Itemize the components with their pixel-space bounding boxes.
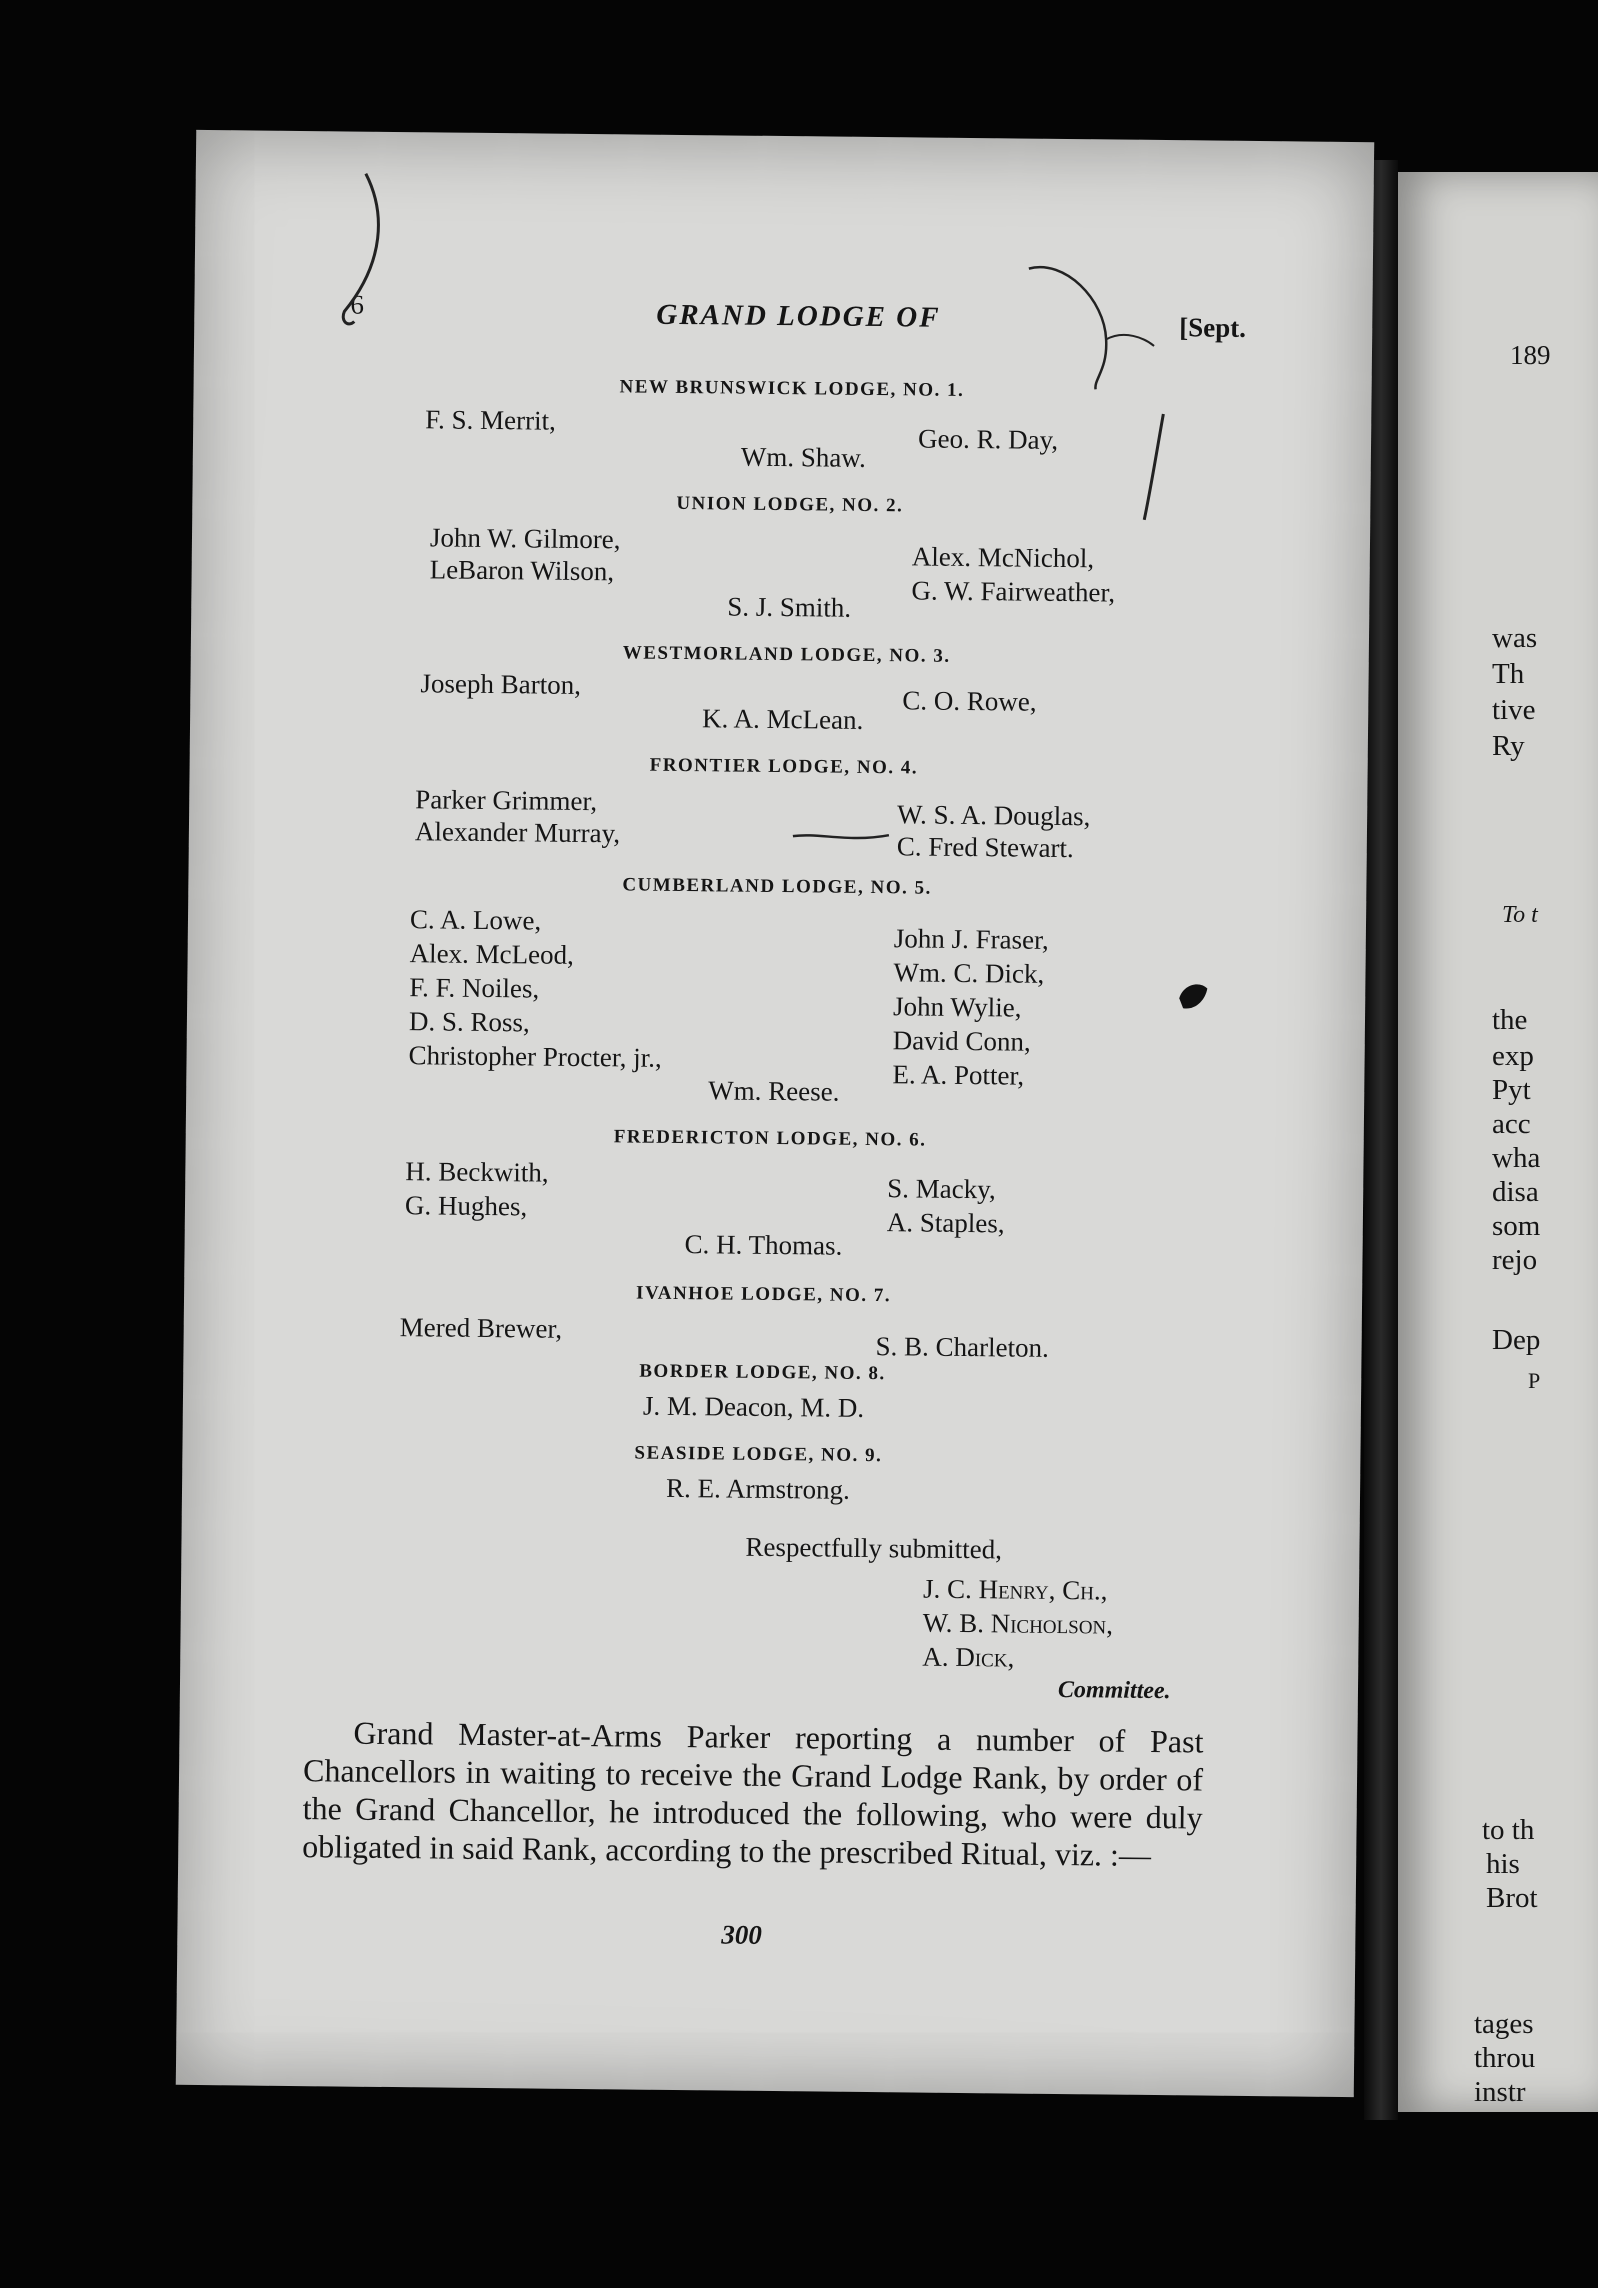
facing-line: rejo: [1492, 1244, 1538, 1276]
member-name: John W. Gilmore,: [429, 522, 621, 555]
member-name: D. S. Ross,: [408, 1006, 530, 1038]
member-name: G. Hughes,: [404, 1190, 528, 1222]
member-name: C. O. Rowe,: [902, 685, 1037, 717]
ink-blot: [1175, 978, 1211, 1014]
member-name: S. J. Smith.: [727, 591, 852, 623]
signer-name: W. B. Nicholson,: [922, 1607, 1114, 1640]
facing-line: acc: [1492, 1108, 1531, 1140]
member-name: C. Fred Stewart.: [896, 831, 1074, 864]
lodge-heading: NEW BRUNSWICK LODGE, NO. 1.: [619, 376, 965, 401]
lodge-heading: BORDER LODGE, NO. 8.: [639, 1360, 886, 1385]
lodge-heading: FRONTIER LODGE, NO. 4.: [649, 754, 919, 779]
member-name: C. H. Thomas.: [684, 1229, 843, 1261]
pen-stroke-mark: [789, 826, 899, 847]
member-name: John J. Fraser,: [893, 923, 1049, 955]
page-folio: 300: [721, 1919, 763, 1950]
member-name: Wm. Reese.: [708, 1075, 840, 1107]
member-name: W. S. A. Douglas,: [896, 799, 1091, 832]
member-name: J. M. Deacon, M. D.: [642, 1390, 865, 1423]
member-name: Parker Grimmer,: [415, 784, 598, 817]
facing-italic: To t: [1502, 902, 1538, 928]
member-name: C. A. Lowe,: [409, 904, 542, 936]
member-name: F. S. Merrit,: [425, 404, 557, 436]
signer-name: J. C. Henry, Ch.,: [922, 1573, 1108, 1606]
member-name: G. W. Fairweather,: [911, 575, 1116, 608]
member-name: Geo. R. Day,: [917, 423, 1059, 455]
facing-line: P: [1528, 1368, 1541, 1393]
facing-line: tages: [1474, 2008, 1534, 2040]
member-name: Wm. C. Dick,: [893, 957, 1045, 989]
facing-line: Pyt: [1492, 1074, 1531, 1106]
member-name: LeBaron Wilson,: [429, 554, 615, 587]
facing-line: to th: [1482, 1814, 1535, 1846]
member-name: Alexander Murray,: [414, 816, 621, 849]
member-name: Joseph Barton,: [420, 668, 582, 700]
pen-stroke-mark: [274, 171, 396, 332]
facing-line: instr: [1474, 2076, 1526, 2108]
facing-page: [1398, 172, 1598, 2112]
document-page: [176, 130, 1374, 2097]
member-name: S. Macky,: [887, 1173, 996, 1205]
member-name: E. A. Potter,: [892, 1059, 1025, 1091]
lodge-heading: IVANHOE LODGE, NO. 7.: [636, 1282, 892, 1307]
facing-line: exp: [1492, 1040, 1534, 1072]
facing-line: Ry: [1492, 730, 1525, 762]
member-name: A. Staples,: [886, 1207, 1005, 1239]
facing-line: Brot: [1486, 1882, 1538, 1914]
committee-label: Committee.: [1057, 1676, 1171, 1705]
member-name: Alex. McNichol,: [911, 541, 1095, 574]
lodge-heading: UNION LODGE, NO. 2.: [676, 492, 904, 517]
member-name: S. B. Charleton.: [875, 1331, 1049, 1363]
member-name: F. F. Noiles,: [409, 972, 540, 1004]
lodge-heading: CUMBERLAND LODGE, NO. 5.: [622, 874, 932, 899]
facing-line: wha: [1492, 1142, 1541, 1174]
facing-line: Dep: [1492, 1324, 1541, 1356]
lodge-heading: SEASIDE LODGE, NO. 9.: [634, 1442, 883, 1467]
lodge-heading: WESTMORLAND LODGE, NO. 3.: [622, 642, 951, 667]
member-name: David Conn,: [892, 1025, 1031, 1057]
pen-stroke-mark: [1024, 259, 1165, 400]
facing-line: som: [1492, 1210, 1541, 1242]
member-name: R. E. Armstrong.: [665, 1472, 850, 1505]
lodge-heading: FREDERICTON LODGE, NO. 6.: [613, 1126, 927, 1151]
facing-line: the: [1492, 1004, 1528, 1036]
pen-stroke-mark: [1132, 410, 1173, 530]
member-name: John Wylie,: [892, 991, 1022, 1023]
facing-line: tive: [1492, 694, 1536, 726]
facing-line: was: [1492, 622, 1538, 654]
signer-name: A. Dick,: [922, 1641, 1015, 1673]
member-name: Mered Brewer,: [399, 1312, 563, 1344]
running-title: GRAND LODGE OF: [656, 298, 941, 334]
member-name: K. A. McLean.: [701, 703, 864, 735]
member-name: Alex. McLeod,: [409, 938, 575, 970]
facing-line: disa: [1492, 1176, 1539, 1208]
member-name: Wm. Shaw.: [740, 441, 867, 473]
facing-line: throu: [1474, 2042, 1536, 2074]
respectfully-submitted: Respectfully submitted,: [745, 1531, 1003, 1565]
facing-line: Th: [1492, 658, 1525, 690]
header-month: [Sept.: [1179, 312, 1247, 343]
facing-year: 189: [1510, 340, 1551, 370]
page-number: 6: [350, 289, 365, 320]
member-name: H. Beckwith,: [405, 1156, 549, 1188]
body-paragraph: Grand Master-at-Arms Parker reporting a number of Past Chancellors in waiting to receive the Grand Lodge Rank, by order of the Grand Chancellor, he introduced the following, who were duly obligated in said Rank, according to the prescribed Ritual, viz. :—: [302, 1714, 1204, 1873]
member-name: Christopher Procter, jr.,: [408, 1040, 662, 1073]
facing-line: his: [1486, 1848, 1520, 1880]
